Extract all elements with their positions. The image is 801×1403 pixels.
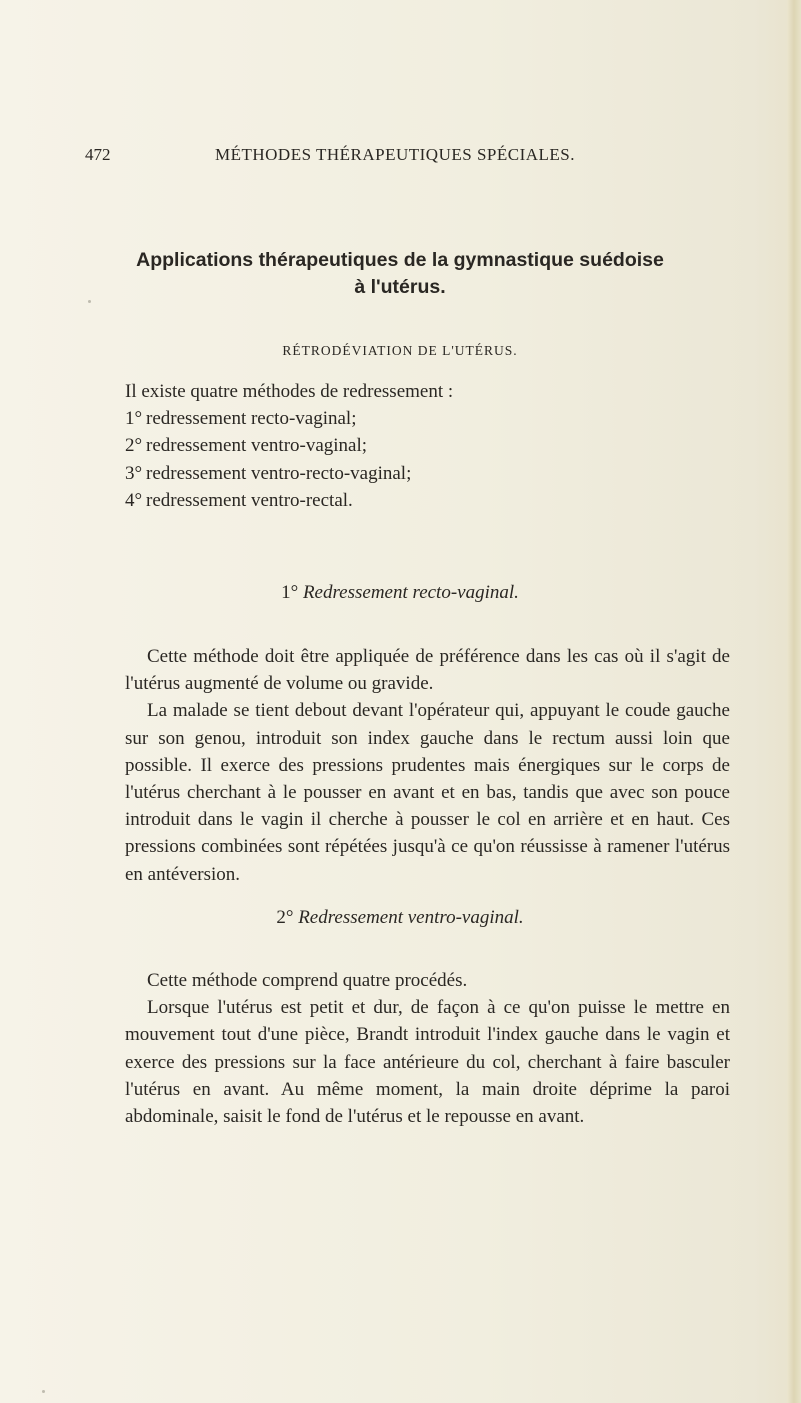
part1-body [125, 643, 730, 888]
list-item-text: redressement ventro-rectal. [146, 489, 353, 511]
paragraph: Cette méthode doit être appliquée de préférence dans les cas où il s'agit de l'utérus augmenté de volume ou gravide. [125, 646, 730, 695]
paper-speck [42, 1390, 45, 1393]
part1-heading [100, 582, 700, 604]
list-item-text: redressement ventro-recto-vaginal; [146, 462, 412, 484]
subsection-title: RÉTRODÉVIATION DE L'UTÉRUS. [282, 343, 518, 358]
page-number: 472 [85, 145, 111, 164]
section-title-line1: Applications thérapeutiques de la gymnastique suédoise [136, 249, 664, 271]
section-title [110, 247, 690, 301]
part1-number: 1° [281, 582, 299, 603]
list-item-number: 4° [125, 489, 143, 511]
list-item [125, 432, 730, 459]
part2-heading [100, 907, 700, 929]
page-edge [787, 0, 801, 1403]
list-item [125, 460, 730, 487]
paper-speck [88, 300, 91, 303]
paragraph: La malade se tient debout devant l'opérateur qui, appuyant le coude gauche sur son genou, introduit son index gauche dans le rectum aussi loin que possible. Il exerce des pressions prudentes mais énergiques sur le corps de l'utérus cherchant à le pousser en avant et en bas, tandis que avec son pouce introduit dans le vagin il cherche à pousser le col en arrière et en haut. Ces pressions combinées sont répétées jusqu'à ce qu'on réussisse à ramener l'utérus en antéversion. [125, 700, 730, 885]
methods-list [125, 378, 730, 514]
list-item-text: redressement recto-vaginal; [146, 408, 357, 430]
list-lead: Il existe quatre méthodes de redressement : [125, 381, 454, 402]
list-item-number: 2° [125, 435, 143, 457]
part2-body [125, 967, 730, 1130]
list-item-number: 1° [125, 408, 143, 430]
page-header [85, 145, 705, 167]
list-item-text: redressement ventro-vaginal; [146, 435, 368, 457]
section-title-line2: à l'utérus. [354, 276, 446, 298]
part1-title: Redressement recto-vaginal. [302, 582, 519, 603]
paragraph: Cette méthode comprend quatre procédés. [147, 970, 468, 991]
part2-title: Redressement ventro-vaginal. [298, 907, 524, 928]
part2-number: 2° [276, 907, 294, 928]
list-item [125, 405, 730, 432]
running-head: MÉTHODES THÉRAPEUTIQUES SPÉCIALES. [214, 145, 575, 164]
list-item-number: 3° [125, 462, 143, 484]
list-item [125, 487, 730, 514]
paragraph: Lorsque l'utérus est petit et dur, de façon à ce qu'on puisse le mettre en mouvement tout d'une pièce, Brandt introduit l'index gauche dans le vagin et exerce des pressions sur la face antérieure du col, cherchant à faire basculer l'utérus en avant. Au même moment, la main droite déprime la paroi abdominale, saisit le fond de l'utérus et le repousse en avant. [125, 997, 730, 1128]
